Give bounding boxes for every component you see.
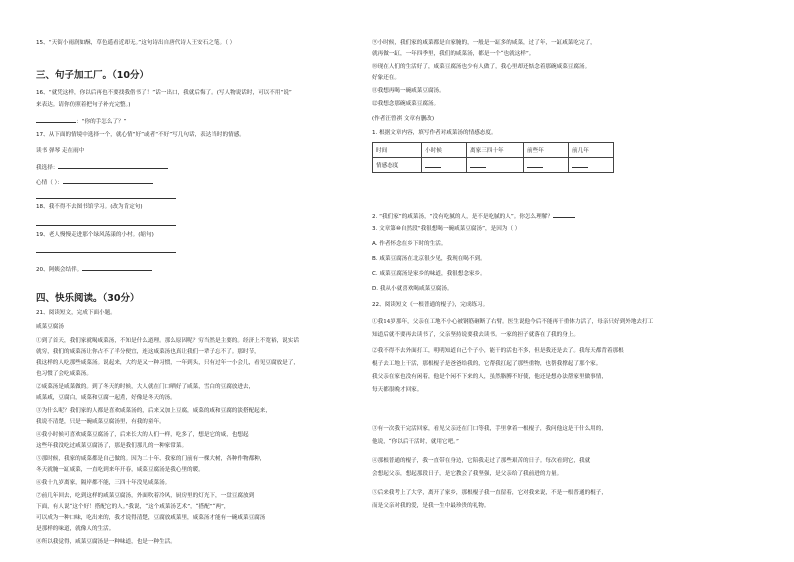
para-4-line2: 这些年我没吃过咸菜豆腐汤了，那是我们那儿的一种家常菜。 xyxy=(36,443,188,449)
story-para-2-line4: 每天都很晚才回家。 xyxy=(372,387,423,393)
para-1-line3: 我这样的人吃那些咸菜汤。说起来，大约是又一种习惯，一年到头，只有过年一小会儿，看见豆腐放是了， xyxy=(36,360,299,366)
question-2-text: 2. “我们家”的咸菜汤，“没有吃腻的人，是不是吃腻的人”。你怎么理解？ xyxy=(372,214,553,220)
para-4-line1: ④我小时候可喜欢咸菜豆腐汤了，后来长大的人们一样，吃多了，想是它的咸，也想起 xyxy=(36,432,249,438)
question-17-answer2 xyxy=(36,192,176,202)
para-5-line1: ⑤那时候，我家的咸菜都是自己做的。因为二十年、我家的门前有一棵大树，各种作物都种， xyxy=(36,456,266,462)
para-1-line1: ①到了首天，我们家就喝咸菜汤，不知是什么道理。那么原因呢？穷当然是主要的。经济上不宽裕，说实话 xyxy=(36,338,299,344)
table-cell[interactable] xyxy=(422,158,467,173)
answer-blank[interactable] xyxy=(553,211,575,218)
answer-blank[interactable] xyxy=(36,192,176,199)
question-21-intro: 21、阅读短文，完成下面小题。 xyxy=(36,310,116,316)
question-2 xyxy=(372,211,575,221)
question-16-answer-line xyxy=(36,116,127,126)
table-cell[interactable] xyxy=(467,158,524,173)
story-para-3-line1: ③有一次我干完活回家，看见父亲还在门口等我，手里拿着一根棍子，我问他这是干什么用的， xyxy=(372,426,607,432)
question-3-option-c[interactable]: C. 咸菜豆腐汤是家乡的味道，我很想念家乡。 xyxy=(372,271,486,277)
question-3: 3. 文章第⑩自然段“我很想喝一碗咸菜豆腐汤”，是因为（ ） xyxy=(372,226,521,232)
mood-blank[interactable] xyxy=(63,177,153,184)
question-18-answer xyxy=(36,219,176,229)
question-17-mood xyxy=(36,177,153,187)
article-title: 咸菜豆腐汤 xyxy=(36,324,64,330)
para-3-line2: 我说不清楚，只是一碗咸菜豆腐汤里，有我的童年。 xyxy=(36,419,165,425)
answer-blank[interactable] xyxy=(36,219,176,226)
story-para-2-line3: 我父亲在家也没有闲着，他是个闲不下来的人，虽然胳膊不好使，他还是想办法帮家里做事情， xyxy=(372,374,607,380)
right-para-3: ⑪我想再喝一碗咸菜豆腐汤。 xyxy=(372,88,445,94)
table-cell[interactable] xyxy=(524,158,569,173)
para-2-line1: ②咸菜汤是咸菜做的。到了冬天的时候，大人就在门口晒好了咸菜，雪白的豆腐放进去， xyxy=(36,384,255,390)
choose-label: 我选择： xyxy=(36,165,59,171)
story-para-2-line1: ②我不得不去外面打工，明明知道自己个子小，能干的活也不多，但是我还是去了。我每天都背着那根 xyxy=(372,348,624,354)
section-4-title: 四、快乐阅读。（30分） xyxy=(36,293,140,304)
question-16-line2: 来表达。请你仿照着把句子补充完整。) xyxy=(36,102,131,108)
question-3-option-b[interactable]: B. 咸菜豆腐汤在北京很少见，我现在喝不到。 xyxy=(372,256,486,262)
question-16-line1: 16、“就凭这样，你以后再也不要找我借书了！”话一出口，我就后悔了。(写人物说话时，可以不用“说” xyxy=(36,90,292,96)
para-5-line2: 冬天就腌一缸咸菜，一直吃到来年开春，咸菜豆腐汤是我心里的暖。 xyxy=(36,467,204,473)
para-2-line2: 咸菜咸，豆腐白，咸菜和豆腐一起煮，好像是冬天的汤。 xyxy=(36,395,176,401)
para-7-line1: ⑦前几年回去，吃到这样的咸菜豆腐汤，外面吹着冷风，厨房里的灯光下，一盘豆腐放到 xyxy=(36,493,255,499)
right-para-4: ⑫我想念那碗咸菜豆腐汤。 xyxy=(372,101,440,107)
question-17-options: 读书 弹琴 走在雨中 xyxy=(36,148,85,154)
question-3-option-a[interactable]: A. 作者怀念在乡下时的生活。 xyxy=(372,241,447,247)
question-20-text: 20、阿姨会结伴。 xyxy=(36,267,83,273)
question-3-option-d[interactable]: D. 我从小就喜欢喝咸菜豆腐汤。 xyxy=(372,286,453,292)
answer-blank[interactable] xyxy=(82,264,152,271)
answer-blank[interactable] xyxy=(36,246,176,253)
story-para-3-line2: 他说，“你以后干活时，就用它吧。” xyxy=(372,439,459,445)
question-19-answer xyxy=(36,246,176,256)
story-para-2-line2: 棍子去工地上干活，那根棍子是爸爸给我的，它帮我扛起了那些重物，也帮我撑起了那个家。 xyxy=(372,361,602,367)
right-para-1-line2: 就再做一缸，一年四季里，我们的咸菜汤，都是一个“也就这样”。 xyxy=(372,51,535,57)
para-7-line4: 是那样的味道，就像人的生活。 xyxy=(36,526,115,532)
emotion-table xyxy=(372,142,614,173)
question-20 xyxy=(36,264,152,274)
answer-blank[interactable] xyxy=(470,161,486,168)
question-18: 18、我不得不去图书馆学习。(改为肯定句) xyxy=(36,204,143,210)
right-para-1-line1: ⑨小时候，我们家的咸菜都是自家腌的，一般是一缸多的咸菜，过了年，一缸咸菜吃完了， xyxy=(372,40,596,46)
question-16-suffix: ：“你的手怎么了？” xyxy=(76,119,127,125)
answer-blank[interactable] xyxy=(527,161,543,168)
question-17-choose xyxy=(36,162,168,172)
question-1: 1. 根据文章内容，填写作者对咸菜汤的情感态度。 xyxy=(372,130,497,136)
story-para-4-line2: 会想起父亲，想起那段日子，是它教会了我坚强，是父亲给了我前进的力量。 xyxy=(372,471,563,477)
table-cell: 前几年 xyxy=(569,143,614,158)
table-cell: 情感态度 xyxy=(373,158,422,173)
para-6: ⑥我十九岁离家，隔岸都不能，三四十年没见咸菜汤。 xyxy=(36,480,171,486)
right-para-2-line1: ⑩现在人们的生活好了，咸菜豆腐汤也少有人做了，我心里却还惦念着那碗咸菜豆腐汤。 xyxy=(372,64,591,70)
question-19: 19、老人慢慢走进那个绿风荡漾的小村。(缩句) xyxy=(36,232,154,238)
story-para-5-line2: 而是父亲对我的爱，是我一生中最珍贵的礼物。 xyxy=(372,503,490,509)
answer-blank[interactable] xyxy=(572,161,588,168)
question-22: 22、阅读短文《一根普通的棍子》，完成练习。 xyxy=(372,302,489,308)
choose-blank[interactable] xyxy=(58,162,168,169)
question-17: 17、从下面的情境中选择一个，就心情“好”或者“不好”写几句话，表达当时的情感。 xyxy=(36,132,245,138)
story-para-1-line2: 知道后就不要再去读书了，父亲坚持说要我去读书。一家的担子就落在了我的身上。 xyxy=(372,332,579,338)
table-row xyxy=(373,158,614,173)
article-source: (作者汪曾祺 文章有删改) xyxy=(372,116,435,122)
para-1-line2: 就穷，我们的咸菜汤让你占不了半分便宜，连这咸菜汤也真让我们一辈子忘不了。那时节， xyxy=(36,349,260,355)
story-para-1-line1: ①我14岁那年，父亲在工地不小心被钢筋砸断了右臂。医生说他今后不能再干重体力活了，母亲只好到外地去打工 xyxy=(372,319,654,325)
para-7-line3: 可以成为一种口味，吃出来的，我才说得清楚，豆腐放咸菜里，咸菜汤才能有一碗咸菜豆腐汤 xyxy=(36,515,266,521)
para-7-line2: 下面，有人说“这个好！搭配它的人。”我说，“这个咸菜汤艺术”，“搭配”“两”， xyxy=(36,504,230,510)
mood-label: 心情（ ）： xyxy=(36,180,63,186)
table-cell: 前些年 xyxy=(524,143,569,158)
para-1-line4: 也习惯了会吃咸菜汤。 xyxy=(36,371,92,377)
table-cell: 时间 xyxy=(373,143,422,158)
table-cell[interactable] xyxy=(569,158,614,173)
table-cell: 离家三四十年 xyxy=(467,143,524,158)
question-15: 15、“天街小雨润如酥，草色遥看近却无。”这句诗出自唐代诗人王安石之笔。（ ） xyxy=(36,40,236,46)
para-8: ⑧所以我觉得，咸菜豆腐汤是一种味道，也是一种生活。 xyxy=(36,539,176,545)
right-para-2-line2: 好象还在。 xyxy=(372,75,400,81)
story-para-4-line1: ④那根普通的棍子，我一直带在身边，它陪我走过了那些艰苦的日子。每次看到它，我就 xyxy=(372,458,591,464)
table-row xyxy=(373,143,614,158)
table-cell: 小时候 xyxy=(422,143,467,158)
story-para-5-line1: ⑤后来我考上了大学，离开了家乡，那根棍子我一直留着，它对我来说，不是一根普通的棍子， xyxy=(372,490,607,496)
section-3-title: 三、句子加工厂。（10分） xyxy=(36,70,149,81)
answer-blank[interactable] xyxy=(36,116,76,123)
answer-blank[interactable] xyxy=(425,161,441,168)
para-3-line1: ③为什么呢？我们家的人都是喜欢咸菜汤的，后来又加上豆腐，咸菜的咸和豆腐的淡搭配起来， xyxy=(36,408,271,414)
